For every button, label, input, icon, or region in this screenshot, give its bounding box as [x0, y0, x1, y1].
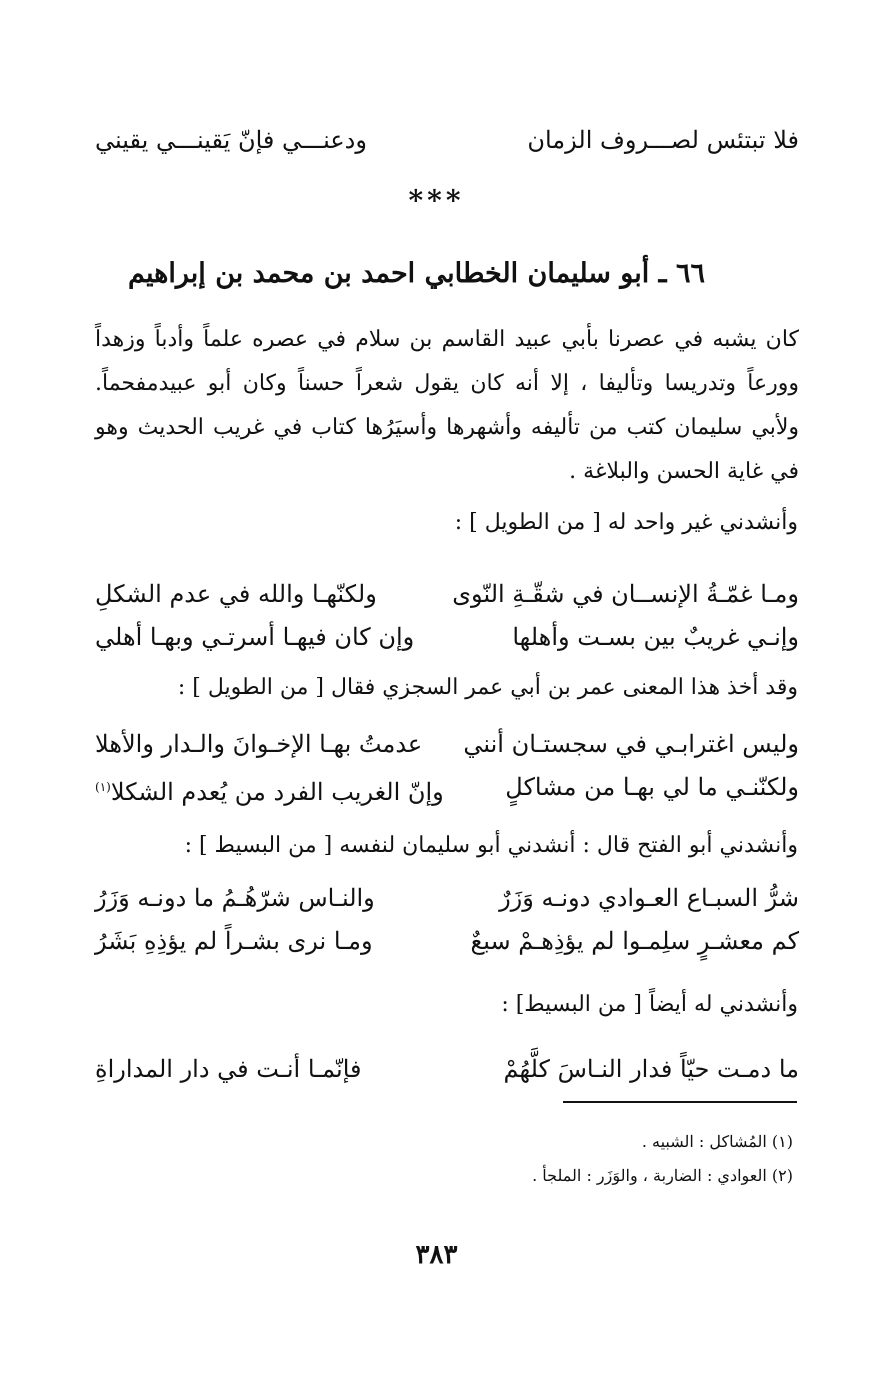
verse-second-hemistich: ومـا نرى بشـراً لم يؤذِهِ بَشَرُ [95, 927, 373, 955]
footnote: (١) المُشاكل : الشبيه . [641, 1132, 793, 1151]
verse-text: وإنّ الغريب الفرد من يُعدم الشكلا [110, 778, 444, 806]
section-intro: وقد أخذ هذا المعنى عمر بن أبي عمر السجزي فقال [ من الطويل ] : [177, 675, 798, 700]
verse-first-hemistich: ولكنّنـي ما لي بهـا من مشاكلٍ [505, 773, 799, 801]
verse-first-hemistich: ما دمـت حيّاً فدار النـاسَ كلَّهُمْ [503, 1055, 799, 1083]
verse-second-hemistich: وإن كان فيهـا أسرتـي وبهـا أهلي [95, 623, 415, 651]
footnote-divider [563, 1101, 797, 1103]
verse-first-hemistich: فلا تبتئس لصـــروف الزمان [527, 126, 799, 154]
verse-second-hemistich: عدمتُ بهـا الإخـوانَ والـدار والأهلا [95, 730, 423, 758]
verse-first-hemistich: كم معشـرٍ سلِمـوا لم يؤذِهـمْ سبعٌ [470, 927, 799, 955]
verse-first-hemistich: ومـا غمّـةُ الإنســان في شقّـةِ النّوى [452, 580, 799, 608]
verse-second-hemistich: فإنّمـا أنـت في دار المداراةِ [95, 1055, 362, 1083]
section-separator: *** [408, 184, 465, 217]
verse-line [95, 878, 799, 918]
section-intro: وأنشدني أبو الفتح قال : أنشدني أبو سليمان لنفسه [ من البسيط ] : [184, 833, 798, 858]
verse-line [95, 724, 799, 764]
section-intro: وأنشدني غير واحد له [ من الطويل ] : [454, 510, 798, 535]
verse-line [95, 921, 799, 961]
verse-line [95, 1049, 799, 1089]
verse-first-hemistich: وإنـي غريبٌ بين بسـت وأهلها [512, 623, 799, 651]
verse-first-hemistich: وليس اغترابـي في سجستـان أنني [463, 730, 799, 758]
entry-heading: ٦٦ ـ أبو سليمان الخطابي احمد بن محمد بن إبراهيم [128, 258, 705, 289]
verse-second-hemistich: ولكنّهـا والله في عدم الشكلِ [95, 580, 377, 608]
verse-first-hemistich: شرُّ السبـاع العـوادي دونـه وَزَرٌ [499, 884, 799, 912]
verse-line [95, 767, 799, 807]
verse-second-hemistich [95, 767, 444, 812]
verse-second-hemistich: والنـاس شرّهُـمُ ما دونـه وَزَرُ [95, 884, 375, 912]
section-intro: وأنشدني له أيضاً [ من البسيط] : [501, 992, 798, 1017]
page-number: ٣٨٣ [415, 1240, 458, 1270]
footnote-marker: (١) [95, 780, 111, 794]
verse-line [95, 617, 799, 657]
top-verse [95, 120, 799, 160]
verse-second-hemistich: ودعنـــي فإنّ يَقينـــي يقيني [95, 126, 367, 154]
biography-paragraph: كان يشبه في عصرنا بأبي عبيد القاسم بن سلام في عصره علماً وأدباً وزهداً وورعاً وتدريسا وتأليفا ، إلا أنه كان يقول شعراً حسناً وكان أبو عبيدمفحماً. ولأبي سليمان كتب من تأليفه وأشهرها وأسيَرُها كتاب في غريب الحديث وهو في غاية الحسن والبلاغة . [95, 327, 799, 484]
verse-line [95, 574, 799, 614]
footnote: (٢) العوادي : الضاربة ، والوَزَر : الملجأ . [532, 1166, 793, 1185]
